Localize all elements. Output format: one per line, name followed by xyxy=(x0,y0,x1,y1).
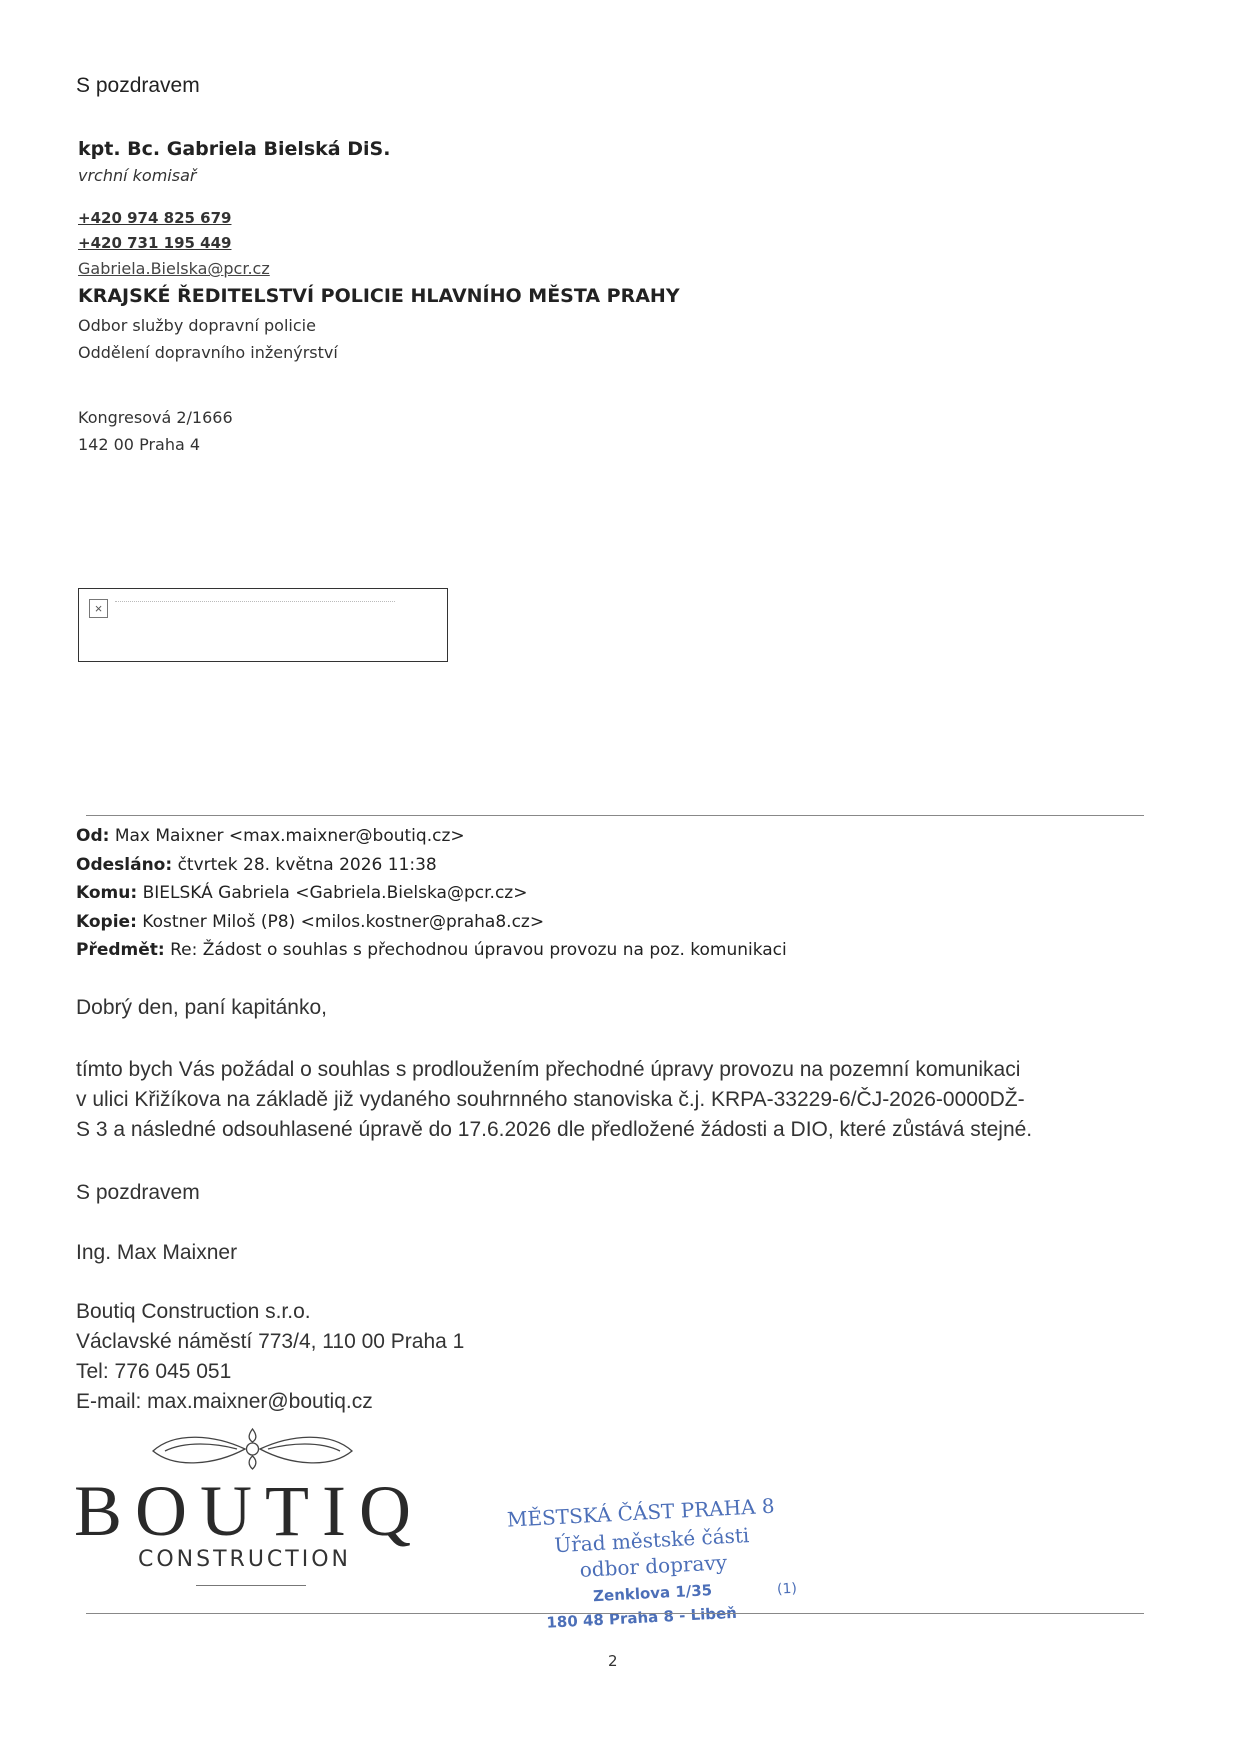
signature-contacts xyxy=(78,206,270,281)
logo-ornament xyxy=(145,1425,360,1473)
signature-rank: vrchní komisař xyxy=(78,166,197,185)
stamp-line-2: Úřad městské části xyxy=(553,1523,750,1558)
company-phone: Tel: 776 045 051 xyxy=(76,1360,232,1383)
signature-name: kpt. Bc. Gabriela Bielská DiS. xyxy=(78,138,391,160)
logo-underline xyxy=(196,1585,306,1586)
from-row: Od: Max Maixner <max.maixner@boutiq.cz> xyxy=(76,826,465,846)
message-body xyxy=(76,1055,1032,1145)
office-stamp xyxy=(500,1483,836,1630)
subject-row: Předmět: Re: Žádost o souhlas s přechodnou úpravou provozu na poz. komunikaci xyxy=(76,940,787,960)
address-block xyxy=(78,404,233,458)
department-line-1: Odbor služby dopravní policie xyxy=(78,316,316,335)
company-email: E-mail: max.maixner@boutiq.cz xyxy=(76,1390,373,1413)
phone-link-2[interactable]: +420 731 195 449 xyxy=(78,234,232,252)
logo-subtitle: CONSTRUCTION xyxy=(138,1547,351,1572)
placeholder-caption-dots xyxy=(115,601,395,604)
image-placeholder xyxy=(78,588,448,662)
phone-link-1[interactable]: +420 974 825 679 xyxy=(78,209,232,227)
broken-image-icon: × xyxy=(89,599,108,618)
organization-name: KRAJSKÉ ŘEDITELSTVÍ POLICIE HLAVNÍHO MĚSTA PRAHY xyxy=(78,285,680,307)
body-line-1: tímto bych Vás požádal o souhlas s prodloužením přechodné úpravy provozu na pozemní komunikaci xyxy=(76,1058,1021,1081)
stamp-line-5: 180 48 Praha 8 - Libeň xyxy=(546,1603,738,1632)
cc-row: Kopie: Kostner Miloš (P8) <milos.kostner@praha8.cz> xyxy=(76,911,545,932)
footer-divider xyxy=(86,1613,1144,1614)
page-number: 2 xyxy=(608,1652,618,1670)
sender-contact-block xyxy=(76,1297,464,1417)
stamp-line-1: MĚSTSKÁ ČÁST PRAHA 8 xyxy=(506,1493,776,1532)
logo-wordmark: BOUTIQ xyxy=(74,1471,424,1551)
address-line-1: Kongresová 2/1666 xyxy=(78,408,233,427)
stamp-line-3: odbor dopravy xyxy=(579,1550,728,1582)
company-address: Václavské náměstí 773/4, 110 00 Praha 1 xyxy=(76,1330,465,1353)
sender-name: Ing. Max Maixner xyxy=(76,1241,238,1264)
sent-row: Odesláno: čtvrtek 28. května 2026 11:38 xyxy=(76,854,437,875)
body-line-2: v ulici Křižíkova na základě již vydaného souhrnného stanoviska č.j. KRPA-33229-6/ČJ-2026-0000DŽ- xyxy=(76,1088,1025,1111)
stamp-number: (1) xyxy=(776,1580,798,1598)
email-link[interactable]: Gabriela.Bielska@pcr.cz xyxy=(78,259,270,278)
to-row: Komu: BIELSKÁ Gabriela <Gabriela.Bielska@pcr.cz> xyxy=(76,883,528,903)
department-line-2: Oddělení dopravního inženýrství xyxy=(78,343,338,362)
stamp-line-4: Zenklova 1/35 xyxy=(592,1581,713,1606)
department-block xyxy=(78,312,338,366)
address-line-2: 142 00 Praha 4 xyxy=(78,435,201,454)
body-line-3: S 3 a následné odsouhlasené úpravě do 17.6.2026 dle předložené žádosti a DIO, které zůstává stejné. xyxy=(76,1118,1033,1141)
message-closing: S pozdravem xyxy=(76,1181,200,1204)
email-header xyxy=(76,822,787,965)
company-name: Boutiq Construction s.r.o. xyxy=(76,1300,311,1323)
header-divider xyxy=(86,815,1144,816)
signature-closing: S pozdravem xyxy=(76,74,200,97)
message-greeting: Dobrý den, paní kapitánko, xyxy=(76,996,327,1019)
